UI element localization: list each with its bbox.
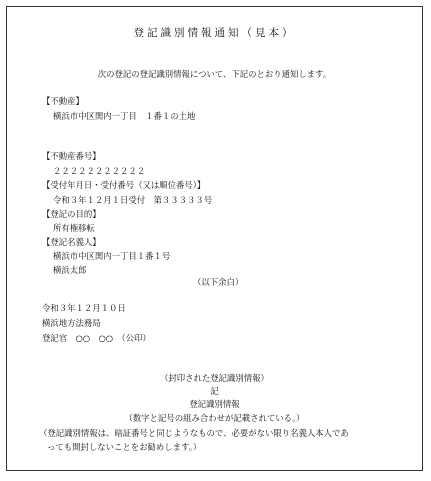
document-title: 登記識別情報通知（見本） bbox=[133, 27, 296, 39]
registrant-name: 横浜太郎 bbox=[53, 265, 87, 275]
receipt-value: 令和３年１２月１日受付 第３３３３３号 bbox=[53, 195, 213, 205]
purpose-value: 所有権移転 bbox=[53, 223, 95, 233]
property-number-value: ２２２２２２２２２２２ bbox=[53, 166, 146, 176]
ki-mark: 記 bbox=[210, 386, 219, 396]
issue-date: 令和３年１２月１０日 bbox=[42, 303, 126, 313]
property-number-label: 【不動産番号】 bbox=[42, 151, 101, 161]
sealed-label: 登記識別情報 bbox=[189, 399, 240, 409]
remainder-note: （以下余白） bbox=[193, 277, 244, 287]
purpose-label: 【登記の目的】 bbox=[42, 209, 101, 219]
registrar-officer: 登記官 ○○ ○○ （公印） bbox=[42, 333, 151, 343]
receipt-label: 【受付年月日・受付番号（又は順位番号）】 bbox=[42, 180, 206, 190]
intro-text: 次の登記の登記識別情報について、下記のとおり通知します。 bbox=[97, 69, 332, 79]
property-label: 【不動産】 bbox=[42, 96, 84, 106]
advice-note-line2: っても開封しないことをお勧めします。） bbox=[47, 442, 202, 452]
issuing-office: 横浜地方法務局 bbox=[42, 318, 101, 328]
registrant-address: 横浜市中区関内一丁目１番１号 bbox=[53, 251, 171, 261]
registrant-label: 【登記名義人】 bbox=[42, 237, 101, 247]
advice-note-line1: （登記識別情報は、暗証番号と同じようなもので、必要がない限り名義人本人であ bbox=[39, 428, 349, 438]
sealed-heading: （封印された登記識別情報） bbox=[160, 373, 269, 383]
document-frame bbox=[6, 6, 423, 471]
sealed-description: （数字と記号の組み合わせが記載されている。） bbox=[124, 413, 305, 423]
property-value: 横浜市中区関内一丁目 １番１の土地 bbox=[53, 111, 196, 121]
